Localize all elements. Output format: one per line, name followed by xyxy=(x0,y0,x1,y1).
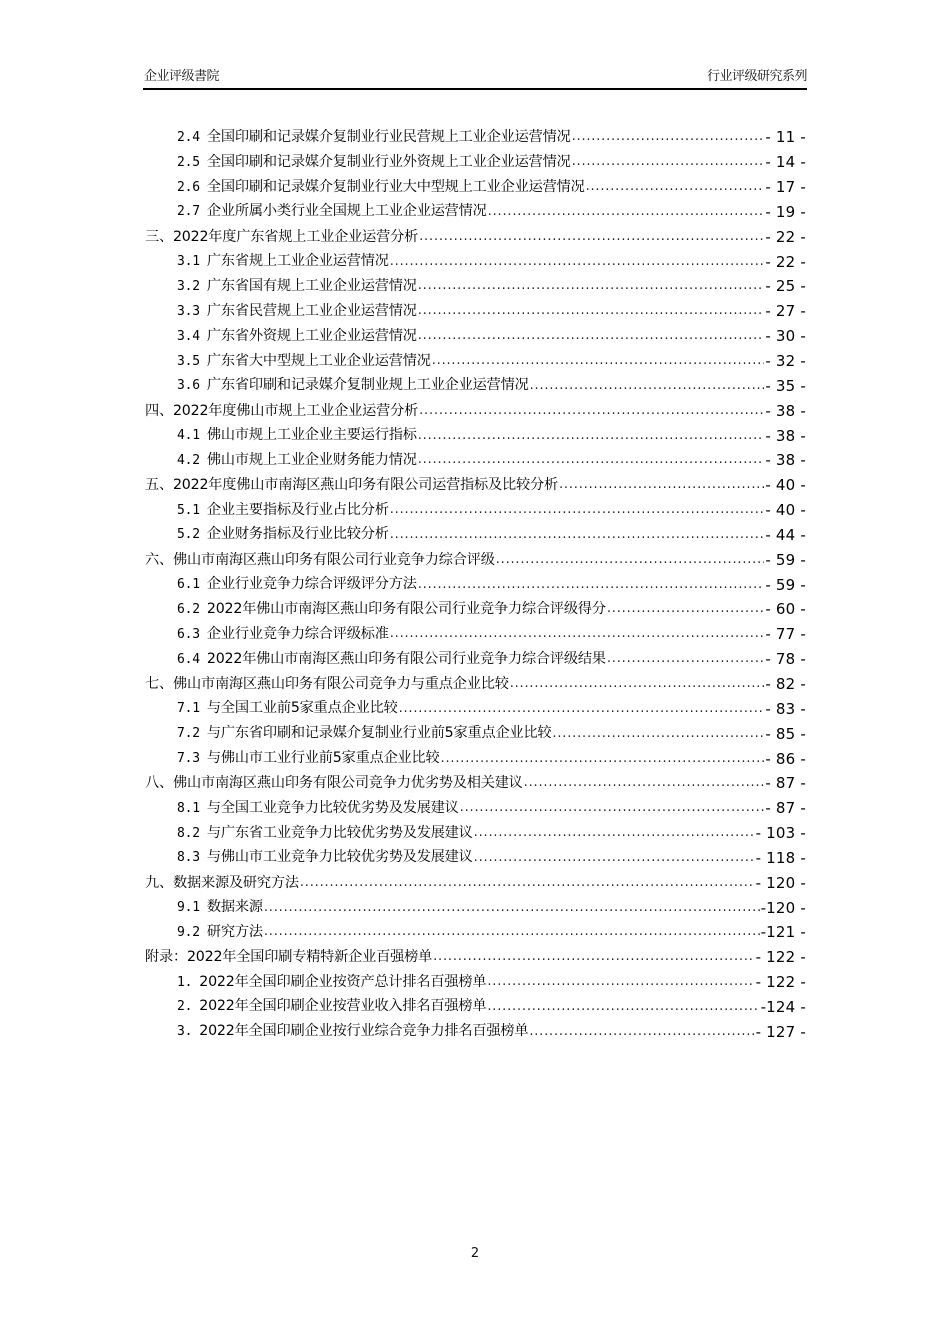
toc-dot-leader xyxy=(572,152,765,172)
toc-dot-leader xyxy=(418,575,765,595)
toc-section-entry[interactable] xyxy=(145,125,806,150)
toc-entry-number: 3. xyxy=(177,1024,193,1040)
page-header xyxy=(143,66,807,90)
toc-section-entry[interactable] xyxy=(145,200,806,225)
toc-entry-number: 9.1 xyxy=(177,900,200,916)
toc-entry-title: 企业主要指标及行业占比分析 xyxy=(206,501,389,518)
toc-entry-number: 3.6 xyxy=(177,378,200,394)
toc-entry-number: 8.1 xyxy=(177,800,200,816)
toc-page-number: - 40 - xyxy=(765,476,806,495)
toc-section-entry[interactable] xyxy=(145,249,806,274)
toc-page-number: - 32 - xyxy=(765,352,806,371)
toc-section-entry[interactable] xyxy=(145,175,806,200)
toc-entry-label xyxy=(177,425,417,446)
toc-chapter-entry[interactable] xyxy=(145,224,806,249)
toc-section-entry[interactable] xyxy=(145,274,806,299)
toc-entry-title: 附录：2022年全国印刷专精特新企业百强榜单 xyxy=(145,949,433,966)
toc-entry-label xyxy=(145,873,299,893)
toc-page-number: - 83 - xyxy=(765,699,806,718)
toc-dot-leader xyxy=(572,127,765,147)
header-series: 行业评级研究系列 xyxy=(706,69,807,84)
toc-section-entry[interactable] xyxy=(145,721,806,746)
toc-section-entry[interactable] xyxy=(145,920,806,945)
toc-entry-label xyxy=(177,177,585,198)
toc-entry-title: 三、2022年度广东省规上工业企业运营分析 xyxy=(145,228,419,245)
toc-entry-label xyxy=(177,624,389,645)
toc-section-entry[interactable] xyxy=(145,150,806,175)
toc-entry-title: 广东省外资规上工业企业运营情况 xyxy=(206,327,417,344)
toc-page-number: - 38 - xyxy=(765,426,806,445)
toc-entry-label xyxy=(177,723,551,744)
toc-section-entry[interactable] xyxy=(145,895,806,920)
toc-page-number: - 44 - xyxy=(765,525,806,544)
toc-entry-number: 6.1 xyxy=(177,577,200,593)
toc-entry-label xyxy=(177,276,417,297)
toc-chapter-entry[interactable] xyxy=(145,398,806,423)
toc-entry-label xyxy=(145,227,418,247)
toc-entry-label xyxy=(177,500,389,521)
toc-entry-label xyxy=(177,698,398,719)
toc-entry-title: 佛山市规上工业企业财务能力情况 xyxy=(206,451,417,468)
toc-page-number: - 40 - xyxy=(765,501,806,520)
toc-section-entry[interactable] xyxy=(145,845,806,870)
toc-dot-leader xyxy=(529,1022,754,1042)
toc-page-number: - 22 - xyxy=(765,227,806,246)
toc-entry-label xyxy=(177,127,571,148)
toc-chapter-entry[interactable] xyxy=(145,473,806,498)
toc-dot-leader xyxy=(487,972,754,992)
toc-entry-title: 广东省国有规上工业企业运营情况 xyxy=(206,277,417,294)
toc-chapter-entry[interactable] xyxy=(145,547,806,572)
toc-entry-label xyxy=(145,401,418,421)
toc-page-number: - 11 - xyxy=(765,128,806,147)
toc-section-entry[interactable] xyxy=(145,498,806,523)
toc-chapter-entry[interactable] xyxy=(145,672,806,697)
toc-page-number: - 59 - xyxy=(765,550,806,569)
toc-entry-title: 2022年佛山市南海区燕山印务有限公司行业竞争力综合评级结果 xyxy=(206,650,606,667)
toc-entry-number: 8.3 xyxy=(177,850,200,866)
toc-entry-title: 与广东省工业竞争力比较优劣势及发展建议 xyxy=(206,824,473,841)
toc-section-entry[interactable] xyxy=(145,622,806,647)
toc-entry-label xyxy=(145,773,523,793)
toc-page-number: - 122 - xyxy=(755,948,806,967)
toc-entry-label xyxy=(177,524,389,545)
toc-page-number: -121 - xyxy=(760,923,806,942)
toc-entry-title: 企业行业竞争力综合评级评分方法 xyxy=(206,576,417,593)
toc-entry-label xyxy=(177,823,473,844)
toc-section-entry[interactable] xyxy=(145,373,806,398)
toc-entry-number: 8.2 xyxy=(177,825,200,841)
toc-entry-number: 4.1 xyxy=(177,428,200,444)
toc-entry-title: 企业所属小类行业全国规上工业企业运营情况 xyxy=(206,203,487,220)
toc-section-entry[interactable] xyxy=(145,597,806,622)
toc-entry-label xyxy=(177,897,263,918)
toc-section-entry[interactable] xyxy=(145,448,806,473)
toc-dot-leader xyxy=(559,475,764,495)
toc-entry-title: 八、佛山市南海区燕山印务有限公司竞争力优劣势及相关建议 xyxy=(145,775,523,792)
toc-entry-label xyxy=(177,748,440,769)
toc-chapter-entry[interactable] xyxy=(145,870,806,895)
toc-entry-title: 广东省大中型规上工业企业运营情况 xyxy=(206,352,431,369)
toc-section-entry[interactable] xyxy=(145,796,806,821)
toc-entry-title: 九、数据来源及研究方法 xyxy=(145,874,299,891)
toc-page-number: - 60 - xyxy=(765,600,806,619)
toc-page-number: - 120 - xyxy=(755,873,806,892)
toc-entry-number: 2.6 xyxy=(177,179,200,195)
toc-entry-title: 四、2022年度佛山市规上工业企业运营分析 xyxy=(145,402,419,419)
toc-entry-title: 与佛山市工业竞争力比较优劣势及发展建议 xyxy=(206,849,473,866)
toc-entry-label xyxy=(177,798,459,819)
toc-page-number: - 59 - xyxy=(765,575,806,594)
toc-entry-label xyxy=(177,599,606,620)
toc-page-number: - 103 - xyxy=(755,824,806,843)
toc-entry-label xyxy=(177,996,486,1017)
toc-entry-number: 7.3 xyxy=(177,751,200,767)
toc-entry-number: 2. xyxy=(177,999,193,1015)
toc-dot-leader xyxy=(300,873,755,893)
toc-section-entry[interactable] xyxy=(145,995,806,1020)
toc-entry-title: 广东省印刷和记录媒介复制业规上工业企业运营情况 xyxy=(206,377,529,394)
toc-entry-label xyxy=(177,201,487,222)
toc-dot-leader xyxy=(524,773,765,793)
toc-dot-leader xyxy=(390,525,765,545)
toc-page-number: - 30 - xyxy=(765,327,806,346)
toc-entry-number: 6.4 xyxy=(177,651,200,667)
toc-entry-number: 3.1 xyxy=(177,254,200,270)
toc-dot-leader xyxy=(418,450,765,470)
toc-entry-title: 2022年全国印刷企业按营业收入排名百强榜单 xyxy=(199,998,487,1015)
toc-entry-title: 全国印刷和记录媒介复制业行业外资规上工业企业运营情况 xyxy=(206,153,571,170)
toc-dot-leader xyxy=(419,401,764,421)
toc-dot-leader xyxy=(264,898,760,918)
toc-entry-label xyxy=(177,574,417,595)
toc-entry-label xyxy=(177,152,571,173)
toc-dot-leader xyxy=(390,252,765,272)
toc-section-entry[interactable] xyxy=(145,696,806,721)
toc-section-entry[interactable] xyxy=(145,572,806,597)
toc-entry-title: 广东省民营规上工业企业运营情况 xyxy=(206,302,417,319)
toc-dot-leader xyxy=(460,798,765,818)
toc-entry-title: 与广东省印刷和记录媒介复制业行业前5家重点企业比较 xyxy=(206,725,552,742)
toc-chapter-entry[interactable] xyxy=(145,771,806,796)
toc-entry-title: 2022年佛山市南海区燕山印务有限公司行业竞争力综合评级得分 xyxy=(206,600,606,617)
toc-entry-title: 六、佛山市南海区燕山印务有限公司行业竞争力综合评级 xyxy=(145,551,495,568)
page-number: 2 xyxy=(470,1246,480,1261)
toc-entry-label xyxy=(177,1021,528,1042)
toc-dot-leader xyxy=(441,749,765,769)
toc-entry-label xyxy=(177,450,417,471)
toc-section-entry[interactable] xyxy=(145,349,806,374)
header-publisher: 企业评级書院 xyxy=(144,69,220,84)
toc-dot-leader xyxy=(390,500,765,520)
toc-dot-leader xyxy=(390,624,765,644)
toc-entry-label xyxy=(177,375,529,396)
toc-entry-label xyxy=(177,326,417,347)
toc-entry-number: 2.4 xyxy=(177,129,200,145)
toc-entry-number: 3.4 xyxy=(177,328,200,344)
toc-entry-title: 全国印刷和记录媒介复制业行业民营规上工业企业运营情况 xyxy=(206,128,571,145)
toc-entry-title: 研究方法 xyxy=(206,923,263,940)
toc-page-number: - 86 - xyxy=(765,749,806,768)
toc-entry-title: 佛山市规上工业企业主要运行指标 xyxy=(206,427,417,444)
toc-section-entry[interactable] xyxy=(145,647,806,672)
toc-entry-label xyxy=(177,972,486,993)
toc-dot-leader xyxy=(488,202,765,222)
toc-entry-number: 1. xyxy=(177,974,193,990)
toc-entry-title: 与佛山市工业行业前5家重点企业比较 xyxy=(206,750,440,767)
toc-entry-label xyxy=(145,674,509,694)
toc-entry-number: 5.2 xyxy=(177,527,200,543)
table-of-contents xyxy=(145,125,806,1044)
toc-page-number: - 17 - xyxy=(765,178,806,197)
toc-section-entry[interactable] xyxy=(145,746,806,771)
toc-page-number: - 87 - xyxy=(765,774,806,793)
toc-page-number: -120 - xyxy=(760,898,806,917)
toc-page-number: - 87 - xyxy=(765,799,806,818)
toc-page-number: - 27 - xyxy=(765,302,806,321)
toc-dot-leader xyxy=(607,649,764,669)
toc-entry-label xyxy=(177,847,473,868)
toc-page-number: - 38 - xyxy=(765,451,806,470)
toc-entry-label xyxy=(177,251,389,272)
toc-page-number: - 22 - xyxy=(765,252,806,271)
toc-page-number: - 82 - xyxy=(765,674,806,693)
toc-entry-title: 企业财务指标及行业比较分析 xyxy=(206,526,389,543)
toc-dot-leader xyxy=(510,674,765,694)
toc-dot-leader xyxy=(530,376,765,396)
toc-page-number: - 127 - xyxy=(755,1022,806,1041)
toc-page-number: -124 - xyxy=(760,997,806,1016)
toc-entry-number: 9.2 xyxy=(177,924,200,940)
toc-entry-title: 广东省规上工业企业运营情况 xyxy=(206,253,389,270)
toc-entry-title: 企业行业竞争力综合评级标准 xyxy=(206,625,389,642)
toc-dot-leader xyxy=(432,351,765,371)
toc-page-number: - 35 - xyxy=(765,376,806,395)
toc-section-entry[interactable] xyxy=(145,299,806,324)
toc-entry-title: 与全国工业前5家重点企业比较 xyxy=(206,700,398,717)
toc-entry-title: 数据来源 xyxy=(206,899,263,916)
toc-entry-number: 7.2 xyxy=(177,726,200,742)
toc-page-number: - 77 - xyxy=(765,625,806,644)
toc-dot-leader xyxy=(607,599,764,619)
toc-entry-title: 2022年全国印刷企业按行业综合竞争力排名百强榜单 xyxy=(199,1023,529,1040)
toc-entry-label xyxy=(177,351,431,372)
toc-page-number: - 122 - xyxy=(755,973,806,992)
toc-entry-number: 2.5 xyxy=(177,154,200,170)
toc-page-number: - 118 - xyxy=(755,848,806,867)
toc-entry-label xyxy=(145,475,558,495)
toc-entry-number: 3.3 xyxy=(177,303,200,319)
toc-entry-title: 与全国工业竞争力比较优劣势及发展建议 xyxy=(206,799,459,816)
toc-dot-leader xyxy=(419,227,764,247)
toc-entry-number: 2.7 xyxy=(177,204,200,220)
toc-entry-number: 3.5 xyxy=(177,353,200,369)
toc-chapter-entry[interactable] xyxy=(145,945,806,970)
toc-dot-leader xyxy=(418,276,765,296)
toc-section-entry[interactable] xyxy=(145,324,806,349)
toc-entry-title: 2022年全国印刷企业按资产总计排名百强榜单 xyxy=(199,973,487,990)
toc-entry-label xyxy=(145,550,495,570)
toc-page-number: - 38 - xyxy=(765,401,806,420)
toc-section-entry[interactable] xyxy=(145,970,806,995)
toc-page-number: - 78 - xyxy=(765,650,806,669)
toc-dot-leader xyxy=(586,177,765,197)
toc-entry-number: 5.1 xyxy=(177,502,200,518)
toc-dot-leader xyxy=(496,550,765,570)
toc-dot-leader xyxy=(474,823,755,843)
toc-dot-leader xyxy=(487,997,759,1017)
toc-section-entry[interactable] xyxy=(145,523,806,548)
toc-section-entry[interactable] xyxy=(145,1019,806,1044)
toc-entry-number: 7.1 xyxy=(177,701,200,717)
toc-entry-title: 七、佛山市南海区燕山印务有限公司竞争力与重点企业比较 xyxy=(145,675,509,692)
toc-entry-label xyxy=(177,649,606,670)
toc-entry-label xyxy=(145,947,432,967)
toc-page-number: - 85 - xyxy=(765,724,806,743)
toc-entry-number: 3.2 xyxy=(177,278,200,294)
toc-section-entry[interactable] xyxy=(145,821,806,846)
toc-page-number: - 25 - xyxy=(765,277,806,296)
toc-entry-number: 4.2 xyxy=(177,452,200,468)
toc-entry-label xyxy=(177,301,417,322)
toc-dot-leader xyxy=(552,724,764,744)
toc-entry-title: 全国印刷和记录媒介复制业行业大中型规上工业企业运营情况 xyxy=(206,178,585,195)
toc-dot-leader xyxy=(474,848,755,868)
toc-dot-leader xyxy=(264,922,760,942)
toc-dot-leader xyxy=(399,699,765,719)
toc-section-entry[interactable] xyxy=(145,423,806,448)
toc-entry-label xyxy=(177,922,263,943)
toc-page-number: - 14 - xyxy=(765,153,806,172)
toc-entry-number: 6.2 xyxy=(177,601,200,617)
toc-entry-number: 6.3 xyxy=(177,626,200,642)
toc-dot-leader xyxy=(418,301,765,321)
toc-dot-leader xyxy=(418,426,765,446)
toc-dot-leader xyxy=(418,326,765,346)
toc-page-number: - 19 - xyxy=(765,202,806,221)
toc-entry-title: 五、2022年度佛山市南海区燕山印务有限公司运营指标及比较分析 xyxy=(145,477,558,494)
toc-dot-leader xyxy=(433,947,755,967)
